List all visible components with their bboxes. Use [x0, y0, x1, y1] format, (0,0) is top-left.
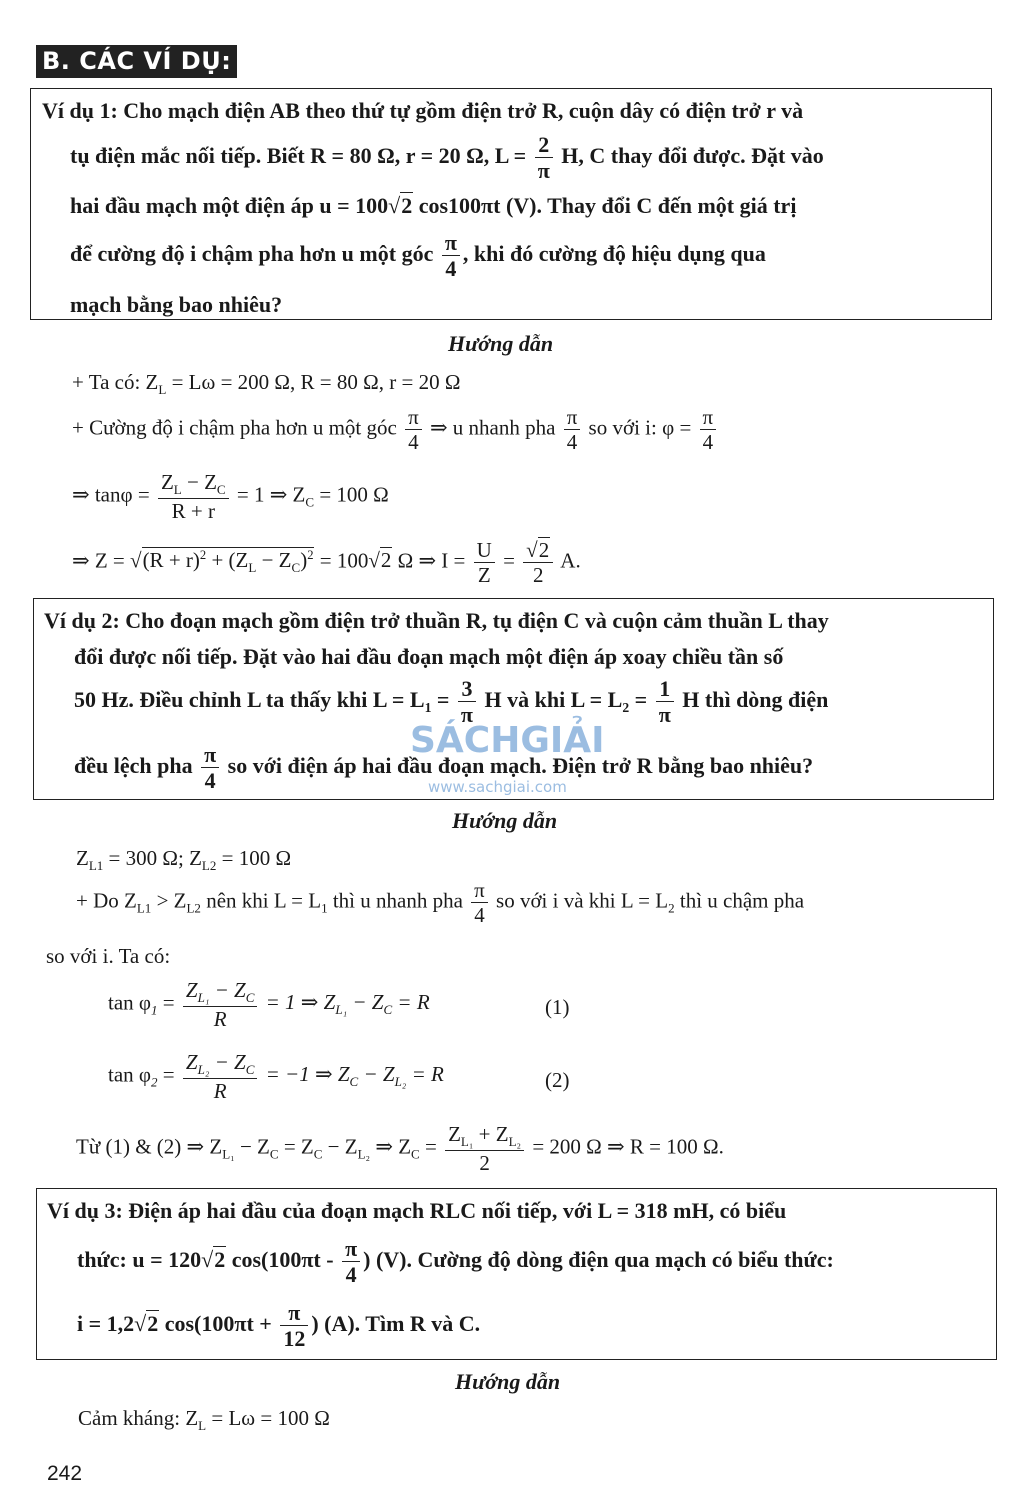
solution-1-step-3: ⇒ tanφ = $\frac{Z_L - Z_C}{R + r}$ = 1 ⇒ $Z_C = 100$ Ω — [72, 470, 389, 524]
section-title: B. CÁC VÍ DỤ: — [36, 45, 237, 78]
equation-1-tag: (1) — [545, 995, 570, 1019]
example-1-line-4: để cường độ i chậm pha hơn u một góc $\frac{\pi}{4}$ , khi đó cường độ hiệu dụng qua — [70, 230, 766, 282]
solution-2-step-3: so với i. Ta có: — [46, 944, 171, 968]
guide-heading-3: Hướng dẫn — [455, 1369, 561, 1394]
example-1-line-2: tụ điện mắc nối tiếp. Biết R = 80 Ω, r = 20 Ω, L = $\frac{2}{\pi}$ H, C thay đổi được. Đặt vào — [70, 132, 824, 184]
guide-heading-1: Hướng dẫn — [448, 331, 554, 356]
solution-1-step-1: + Ta có: $Z_L = L\omega = 200$ Ω, R = 80 Ω, r = 20 Ω — [72, 370, 461, 398]
solution-2-step-1: $Z_{L1} = 300$ Ω; $Z_{L2} = 100$ Ω — [76, 846, 292, 874]
example-2-line-4: đều lệch pha $\frac{\pi}{4}$ so với điện áp hai đầu đoạn mạch. Điện trở R bằng bao nhiêu? — [74, 742, 814, 794]
equation-2-tag: (2) — [545, 1068, 570, 1092]
example-2-line-3: 50 Hz. Điều chỉnh L ta thấy khi $L = L_1$ = $\frac{3}{\pi}$ H và khi $L = L_2$ = $\frac{1}{\pi}$ H thì dòng điện — [74, 676, 829, 728]
equation-2: $\tan \varphi_2$ = $\frac{Z_{L_2} - Z_C}{R}$ = −1 ⇒ $Z_C - Z_{L_2} = R$ — [108, 1050, 444, 1104]
example-1-line-1: Ví dụ 1: Cho mạch điện AB theo thứ tự gồm điện trở R, cuộn dây có điện trở r và — [42, 98, 804, 123]
solution-1-step-2: + Cường độ i chậm pha hơn u một góc $\frac{\pi}{4}$ ⇒ u nhanh pha $\frac{\pi}{4}$ so với i: φ = $\frac{\pi}{4}$ — [72, 405, 719, 454]
example-3-line-1: Ví dụ 3: Điện áp hai đầu của đoạn mạch RLC nối tiếp, với L = 318 mH, có biểu — [47, 1198, 787, 1223]
watermark-url: www.sachgiai.com — [428, 778, 567, 796]
equation-3: Từ (1) & (2) ⇒ $Z_{L_1} - Z_C = Z_C - Z_{L_2}$ ⇒ $Z_C$ = $\frac{Z_{L_1} + Z_{L_2}}{2}$ = 200 Ω ⇒ R = 100 Ω. — [76, 1122, 724, 1176]
solution-1-step-4: ⇒ $Z = √(R + r)^2 + (Z_L - Z_C)^2 = 100√2$ Ω ⇒ I = $\frac{U}{Z}$ = $\frac{√2}{2}$ A. — [72, 538, 581, 588]
example-1-line-5: mạch bằng bao nhiêu? — [70, 292, 283, 317]
watermark-logo: SÁCHGIẢI — [410, 720, 605, 761]
solution-3-step-1: Cảm kháng: $Z_L = L\omega = 100$ Ω — [78, 1406, 330, 1434]
example-2-line-2: đổi được nối tiếp. Đặt vào hai đầu đoạn mạch một điện áp xoay chiều tần số — [74, 644, 784, 669]
guide-heading-2: Hướng dẫn — [452, 808, 558, 833]
example-3-line-2: thức: u = 120√2 cos(100πt - $\frac{\pi}{4}$ ) (V). Cường độ dòng điện qua mạch có biểu thức: — [77, 1236, 834, 1288]
equation-1: $\tan \varphi_1$ = $\frac{Z_{L_1} - Z_C}{R}$ = 1 ⇒ $Z_{L_1} - Z_C = R$ — [108, 978, 430, 1032]
solution-2-step-2: + Do $Z_{L1} > Z_{L2}$ nên khi $L = L_1$ thì u nhanh pha $\frac{\pi}{4}$ so với i và khi $L = L_2$ thì u chậm pha — [76, 878, 805, 928]
example-2-line-1: Ví dụ 2: Cho đoạn mạch gồm điện trở thuần R, tụ điện C và cuộn cảm thuần L thay — [44, 608, 829, 633]
example-1-line-3: hai đầu mạch một điện áp u = 100√2 cos100πt (V). Thay đổi C đến một giá trị — [70, 193, 797, 218]
example-3-line-3: i = 1,2√2 cos(100πt + $\frac{\pi}{12}$ ) (A). Tìm R và C. — [77, 1300, 481, 1352]
page-number: 242 — [47, 1462, 83, 1485]
